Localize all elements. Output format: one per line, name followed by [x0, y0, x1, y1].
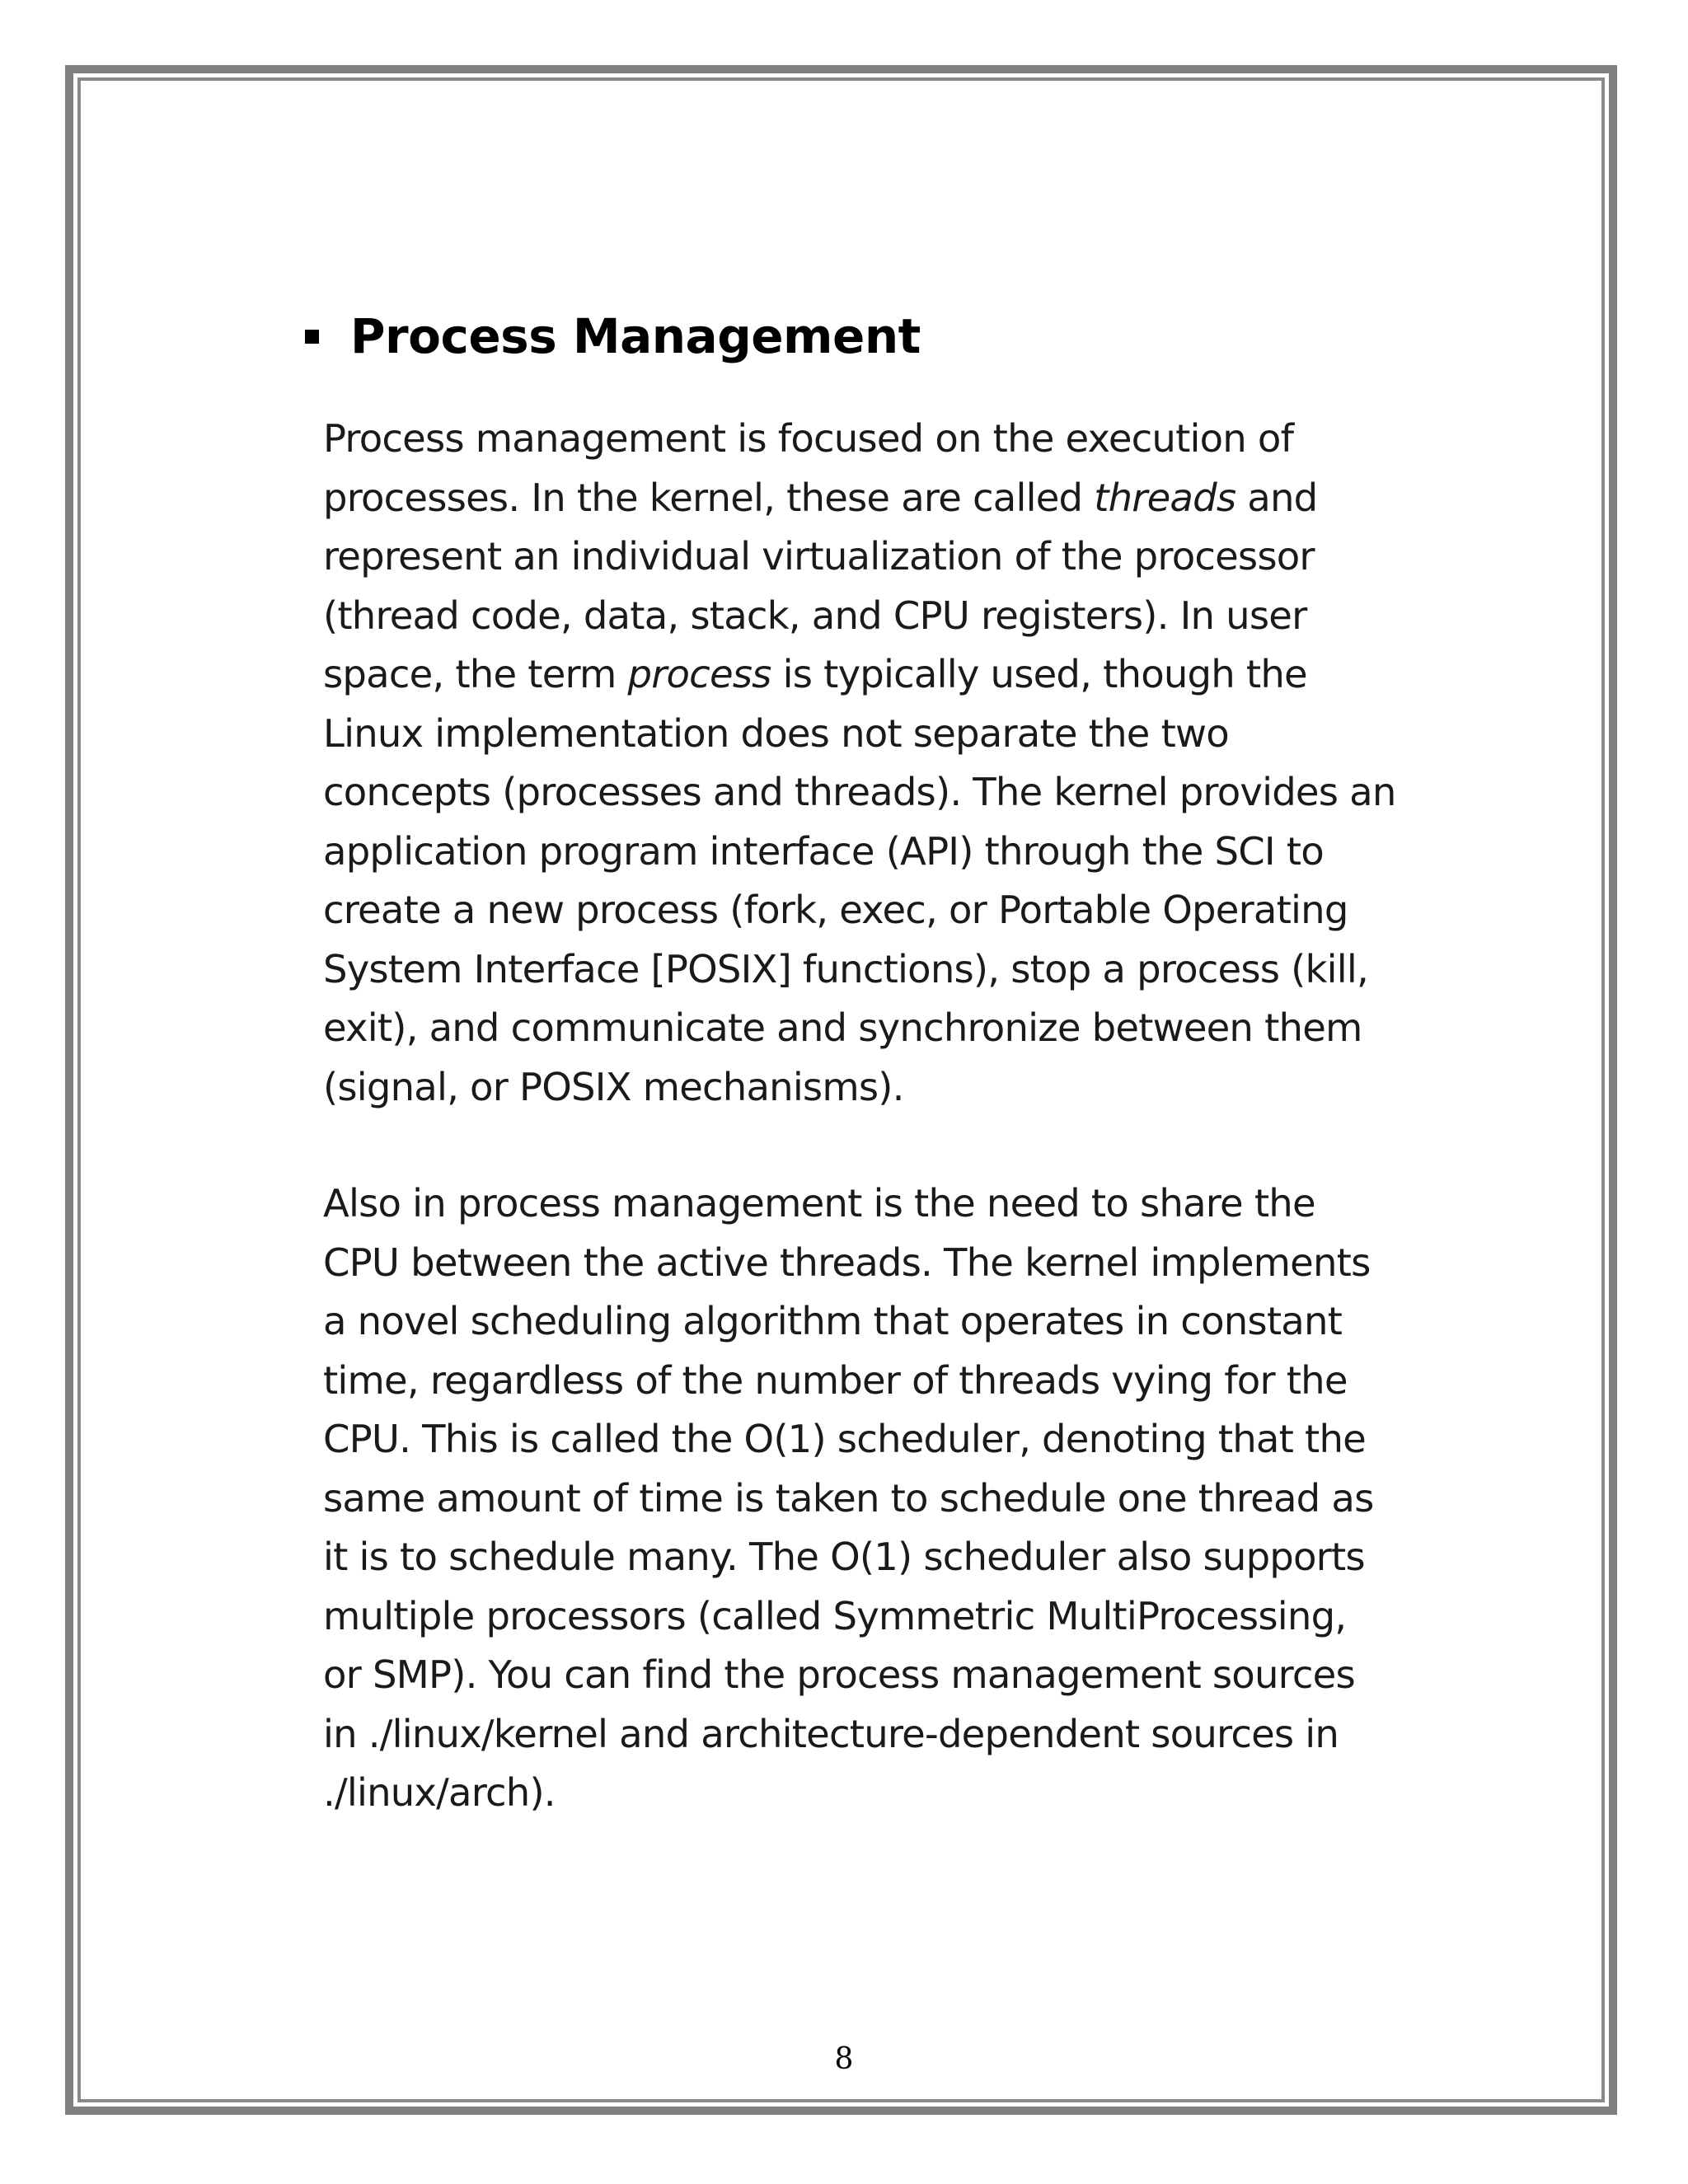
square-bullet-icon [305, 330, 319, 344]
italic-term-threads: threads [1094, 475, 1236, 520]
paragraph-scheduling [323, 1174, 1543, 1823]
text-line: Linux implementation does not separate the two [323, 710, 1229, 756]
text-line: or SMP). You can find the process management sources [323, 1652, 1355, 1697]
section-heading [298, 303, 921, 369]
section-title: Process Management [350, 308, 921, 364]
text-line: it is to schedule many. The O(1) scheduler also supports [323, 1535, 1365, 1579]
text-line: (thread code, data, stack, and CPU registers). In user [323, 593, 1307, 638]
text-line: represent an individual virtualization of the processor [323, 534, 1315, 579]
text-line: CPU. This is called the O(1) scheduler, denoting that the [323, 1417, 1366, 1461]
text-line: System Interface [POSIX] functions), stop a process (kill, [323, 946, 1368, 991]
text-line: space, the term process is typically used, though the [323, 652, 1307, 696]
text-line: create a new process (fork, exec, or Portable Operating [323, 888, 1348, 932]
text-line: (signal, or POSIX mechanisms). [323, 1064, 904, 1109]
text-line: CPU between the active threads. The kernel implements [323, 1240, 1371, 1285]
text-line: application program interface (API) through the SCI to [323, 828, 1324, 874]
text-line: concepts (processes and threads). The kernel provides an [323, 770, 1396, 814]
text-line: time, regardless of the number of threads vying for the [323, 1357, 1348, 1403]
text-line: ./linux/arch). [323, 1770, 556, 1815]
text-line: in ./linux/kernel and architecture-dependent sources in [323, 1711, 1339, 1756]
italic-term-process: process [627, 652, 771, 696]
text-line: same amount of time is taken to schedule one thread as [323, 1475, 1374, 1521]
page-number: 8 [834, 2042, 854, 2076]
text-line: a novel scheduling algorithm that operates in constant [323, 1299, 1343, 1343]
text-line: Also in process management is the need to share the [323, 1181, 1315, 1226]
text-line: multiple processors (called Symmetric MultiProcessing, [323, 1593, 1347, 1638]
text-line: processes. In the kernel, these are called threads and [323, 475, 1318, 520]
text-line: exit), and communicate and synchronize between them [323, 1005, 1362, 1050]
paragraph-process-management [323, 410, 1543, 1117]
text-line: Process management is focused on the execution of [323, 416, 1294, 461]
